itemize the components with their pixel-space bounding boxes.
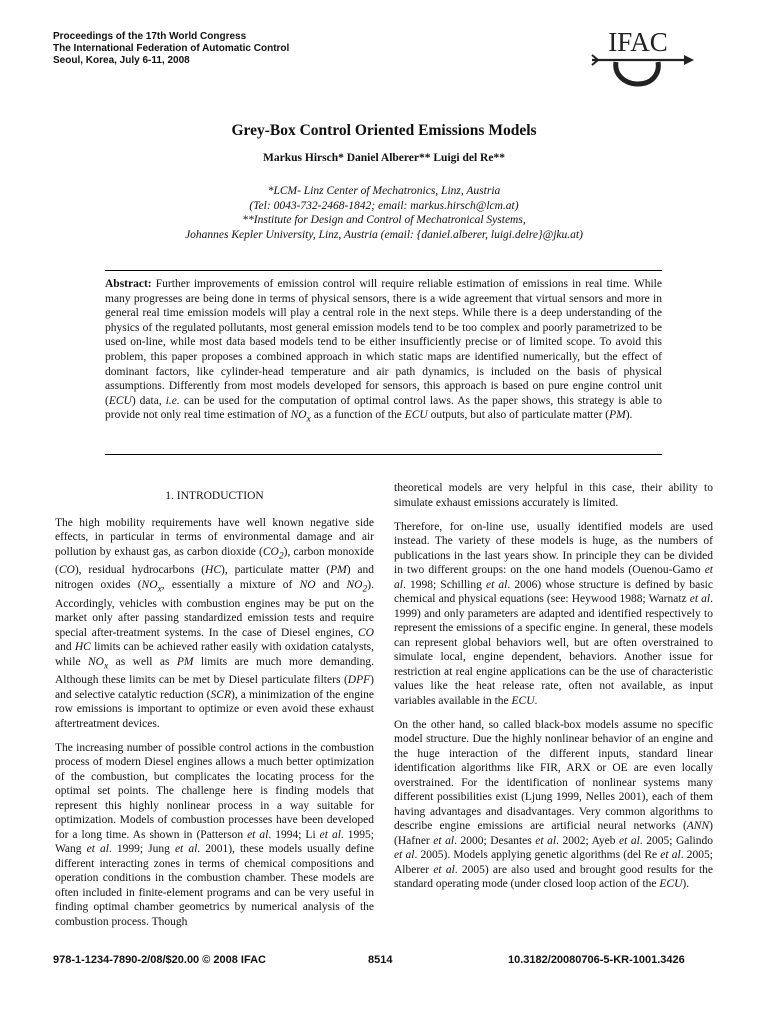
text-segment: . 2005; Alberer — [394, 849, 713, 876]
abstract-segment: ) data, — [131, 394, 166, 407]
text-segment: ) and nitrogen oxides ( — [55, 564, 375, 591]
text-segment: ) (Hafner — [394, 820, 713, 847]
text-segment: . 1999; Jung — [108, 843, 175, 856]
text-segment: 2 — [362, 583, 368, 595]
text-segment: . 2005; Galindo — [639, 834, 713, 847]
text-segment: et al — [535, 834, 557, 847]
text-segment: ). Accordingly, vehicles with combustion engines may be put on the market only after passing standardized emission tests and require special after-treatment systems. In the case of Diesel engines, — [55, 578, 375, 639]
text-segment: et al — [433, 834, 455, 847]
text-segment: ANN — [686, 820, 710, 832]
abstract-segment: Further improvements of emission control will require reliable estimation of emissions in real time. While many progresses are being done in terms of physical sensors, there is a wide agreement that virtual sensors and more in general real time emission models will play a central role in the next steps. While there is a deep understanding of the physics of the regulated pollutants, most general emission models tend to be too complex and poorly parametrized to be used on-line, while most data based models tend to be either insufficiently precise or of limited scope. To avoid this problem, this paper proposes a combined approach in which static maps are identified numerically, but the effect of dominant factors, like cylinder-head temperature and air path dynamics, is included on the basis of physical assumptions. Differently from most models developed for sensors, this approach is based on pure engine control unit ( — [105, 278, 662, 407]
ifac-logo — [586, 22, 698, 94]
text-segment: x — [157, 583, 162, 595]
left-column — [55, 483, 374, 939]
affiliations — [0, 184, 768, 242]
text-segment: . 2000; Desantes — [454, 834, 536, 847]
text-segment: CO — [262, 545, 279, 558]
paragraph — [394, 520, 713, 709]
text-segment: DPF — [347, 674, 371, 687]
text-segment: The high mobility requirements have well known negative side effects, in particular in terms of environmental damage and air pollution by exhaust gas, as carbon dioxide ( — [55, 516, 374, 558]
text-segment: et al — [619, 834, 640, 847]
abstract-box — [105, 270, 662, 455]
text-segment: ). — [682, 878, 690, 890]
text-segment: ), particulate matter ( — [221, 564, 331, 577]
text-segment: limits are much more demanding. Although these limits can be met by Diesel particulate filters ( — [55, 655, 374, 687]
abstract-segment: NO — [290, 409, 307, 422]
affiliation-line: Johannes Kepler University, Linz, Austria (email: {daniel.alberer, luigi.delre}@jku.at) — [185, 228, 583, 241]
text-segment: PM — [176, 655, 194, 668]
paragraph — [394, 718, 713, 892]
text-segment: On the other hand, so called black-box models assume no specific model structure. Due the highly nonlinear behavior of an engine and the huge interaction of the different inputs, standard linear identification algorithms like FIR, ARX or OE are even locally overstrained. For the identification of nonlinear systems many different possibilities exist (Ljung 1999, Nelles 2001), each of them having advantages and disadvantages. Very common algorithms to describe engine emissions are artificial neural networks ( — [394, 718, 713, 832]
abstract-segment: PM — [609, 409, 626, 422]
text-segment: ECU — [659, 878, 683, 890]
text-segment: et al — [174, 843, 198, 856]
abstract-label: Abstract: — [105, 278, 152, 290]
text-segment: et al — [689, 593, 711, 605]
footer-isbn: 978-1-1234-7890-2/08/$20.00 © 2008 IFAC — [53, 954, 266, 966]
text-segment: NO — [299, 578, 316, 591]
proceedings-header — [53, 31, 289, 67]
text-segment: et al — [394, 849, 415, 861]
text-segment: ECU — [511, 694, 535, 707]
text-segment: . 2006) whose structure is defined by basic chemical and physical equations (see: Heywood 1988; Warnatz — [394, 578, 713, 605]
affiliation-line: **Institute for Design and Control of Mechatronical Systems, — [242, 214, 526, 227]
text-segment: limits can be achieved rather easily with oxidation catalysts, while — [55, 641, 374, 668]
text-segment: CO — [58, 564, 75, 577]
paragraph — [55, 516, 374, 732]
text-segment: NO — [141, 578, 158, 591]
header-line-3: Seoul, Korea, July 6-11, 2008 — [53, 55, 190, 66]
abstract-segment: i.e. — [165, 394, 180, 407]
abstract-segment: can be used for the computation of optimal control laws. As the paper shows, this strategy is able to provide not only real time estimation of — [105, 394, 662, 422]
text-segment: . 1998; Schilling — [402, 578, 486, 591]
text-segment: . 2005). Models applying genetic algorithms (del Re — [414, 849, 661, 861]
abstract-text — [105, 277, 662, 427]
text-segment: ), a minimization of the engine row emissions is important to optimize or even avoid these exhaust aftertreatment devices. — [55, 688, 374, 730]
paper-title: Grey-Box Control Oriented Emissions Models — [231, 122, 537, 139]
text-segment: . 1994; Li — [268, 828, 320, 841]
abstract-segment: x — [306, 413, 311, 425]
abstract-segment: ). — [625, 409, 633, 422]
text-segment: et al — [433, 863, 455, 876]
text-segment: et al — [247, 828, 269, 841]
text-segment: The increasing number of possible control actions in the combustion process of modern Diesel engines allows a much better optimization of the combustion, but complicates the locating process for the optimal set points. The challenge here is finding models that represent this highly nonlinear process in a way suitable for optimization. Models of combustion processes have been developed for a long time. As shown in (Patterson — [55, 741, 374, 841]
text-segment: as well as — [108, 655, 177, 668]
footer-doi: 10.3182/20080706-5-KR-1001.3426 — [508, 954, 685, 966]
text-segment: et al — [485, 578, 508, 591]
text-segment: HC — [74, 641, 91, 654]
text-segment: . 1999) and only parameters are adapted and identified respectively to represent the emissions of a specific engine. In general, these models can represent global behaviors well, but are often overstrained to simulate local, engine dependent, behaviors. Another issue for restriction at real engine applications can be the use of characteristic values like the heat release rate, often not available, as input variables available in the — [394, 593, 714, 707]
text-segment: HC — [205, 564, 221, 577]
text-segment: CO — [358, 626, 374, 639]
text-segment: et al — [394, 564, 713, 591]
abstract-segment: as a function of the — [310, 409, 405, 422]
page-number: 8514 — [368, 954, 393, 966]
text-segment: , essentially a mixture of — [161, 578, 300, 591]
header-line-2: The International Federation of Automatic Control — [53, 43, 290, 54]
text-segment: . 1995; Wang — [55, 828, 374, 856]
text-segment: and — [315, 578, 347, 591]
affiliation-line: *LCM- Linz Center of Mechatronics, Linz, Austria — [267, 185, 501, 197]
section-heading: 1. INTRODUCTION — [165, 490, 264, 502]
paper-authors: Markus Hirsch* Daniel Alberer** Luigi del Re** — [263, 152, 505, 164]
paragraph — [394, 481, 713, 510]
abstract-segment: outputs, but also of particulate matter ( — [427, 409, 610, 422]
text-segment: et al — [86, 843, 109, 856]
right-column — [394, 481, 713, 901]
abstract-segment: ECU — [404, 409, 428, 422]
affiliation-line: (Tel: 0043-732-2468-1842; email: markus.hirsch@lcm.at) — [249, 199, 519, 212]
text-segment: Therefore, for on-line use, usually identified models are used instead. The variety of these models is huge, as the numbers of publications in the last years show. In principle they can be divided in two different groups: on the one hand models (Ouenou-Gamo — [394, 520, 713, 576]
text-segment: and — [55, 641, 75, 654]
ifac-logo-text: IFAC — [608, 27, 668, 57]
text-segment: SCR — [210, 688, 231, 701]
text-segment: x — [103, 659, 109, 671]
text-segment: PM — [330, 564, 347, 577]
text-segment: . 2001), these models usually define different interacting zones in terms of chemical compositions and operation conditions in the combustion chamber. These models are often included in finite-element programs and can be very useful in finding optimal chamber geometrics by numerical analysis of the combustion process. Though — [55, 843, 375, 928]
abstract-segment: ECU — [108, 394, 132, 407]
text-segment: ), carbon monoxide ( — [55, 545, 374, 577]
text-segment: ), residual hydrocarbons ( — [74, 564, 206, 577]
header-line-1: Proceedings of the 17th World Congress — [53, 31, 247, 42]
text-segment: . 2002; Ayeb — [556, 834, 619, 847]
text-segment: . — [534, 694, 538, 707]
text-segment: NO — [346, 578, 363, 591]
text-segment: theoretical models are very helpful in this case, their ability to simulate exhaust emissions accurately is limited. — [394, 482, 713, 509]
paragraph — [55, 741, 374, 930]
text-segment: . 2005) are also used and brought good results for the standard operating mode (under closed loop action of the — [394, 863, 713, 890]
text-segment: 2 — [278, 549, 284, 561]
text-segment: NO — [87, 655, 104, 668]
text-segment: ) and selective catalytic reduction ( — [55, 674, 374, 701]
text-segment: et al — [660, 849, 681, 861]
text-segment: et al — [319, 828, 341, 841]
